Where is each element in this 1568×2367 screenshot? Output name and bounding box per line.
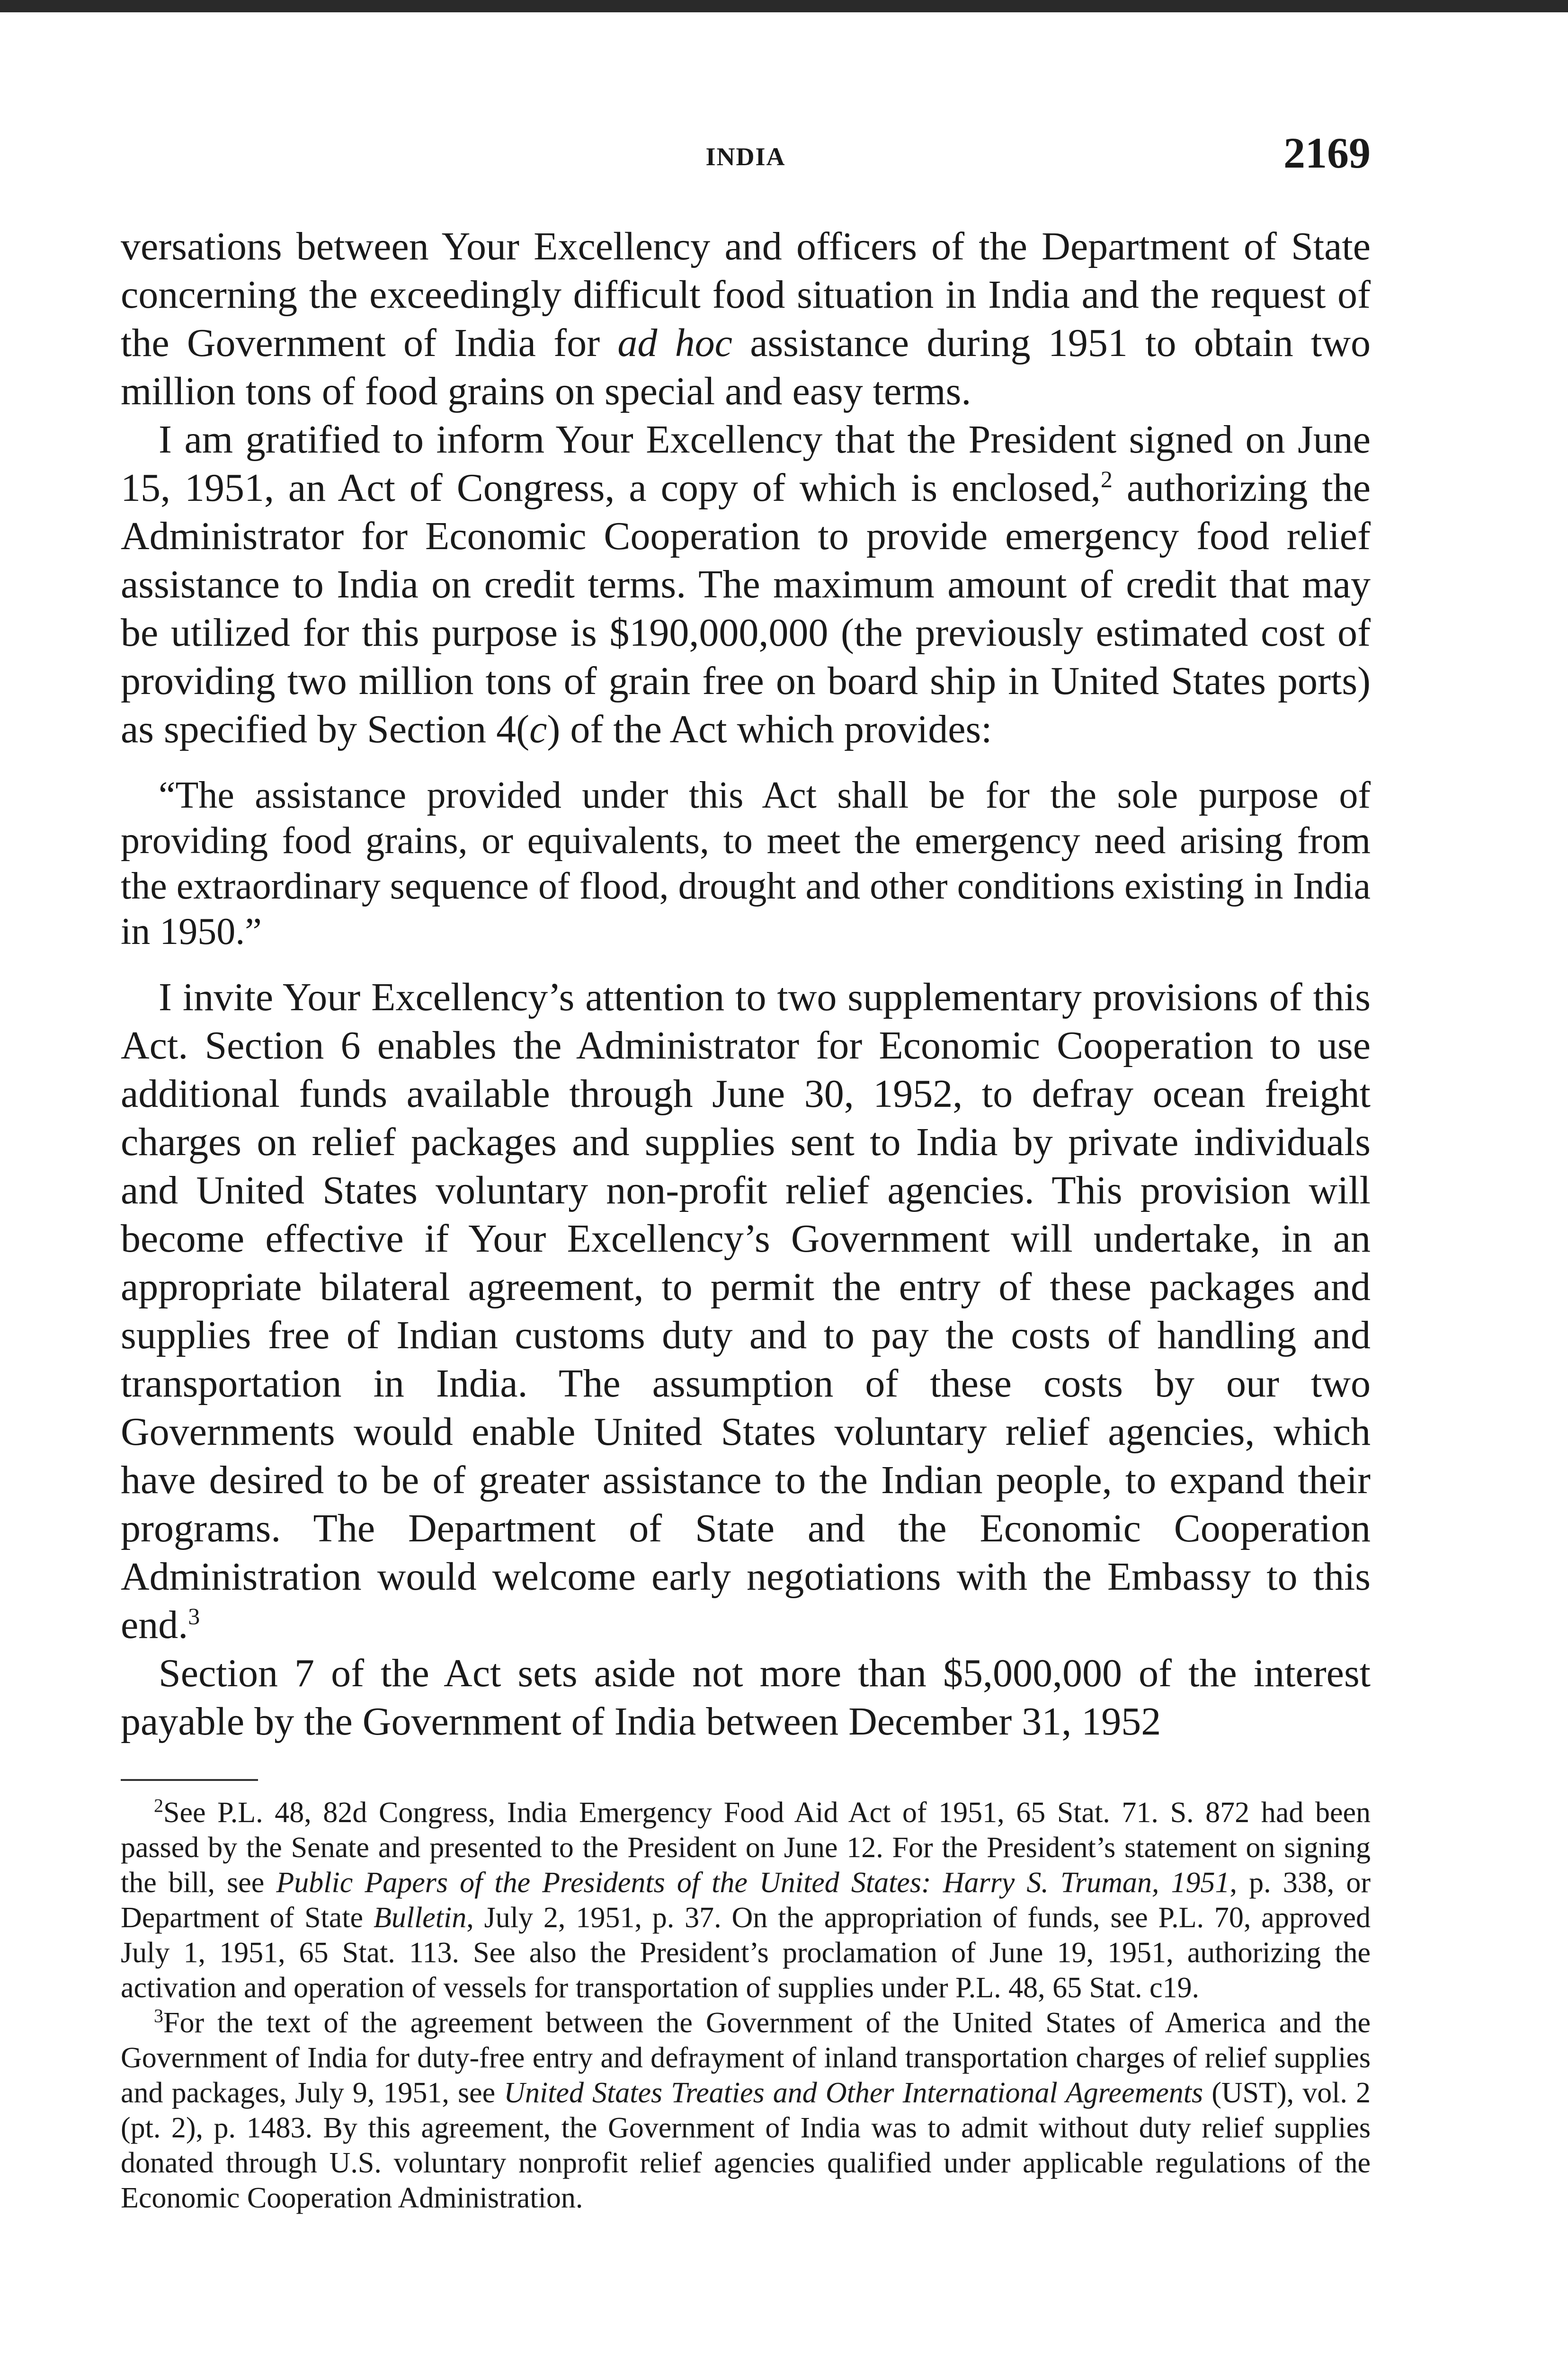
paragraph-2 [121, 416, 1371, 754]
paragraph-2-text: I am gratified to inform Your Excellency that the President signed on June 15, 1951, an Act of Congress, a copy of which is enclosed, [121, 418, 1371, 510]
paragraph-3-text: I invite Your Excellency’s attention to two supplementary provisions of this Act. Section 6 enables the Administrator for Economic Cooperation to use additional funds available through June 30, 1952, to defray ocean freight charges on relief packages and supplies sent to India by private individuals and United States voluntary non-profit relief agencies. This provision will become effective if Your Excellency’s Government will undertake, in an appropriate bilateral agreement, to permit the entry of these packages and supplies free of Indian customs duty and to pay the costs of handling and transportation in India. The assumption of these costs by our two Governments would enable United States voluntary relief agencies, which have desired to be of greater assistance to the Indian people, to expand their programs. The Department of State and the Economic Cooperation Administration would welcome early negotiations with the Embassy to this end. [121, 975, 1371, 1647]
footnote-2-text-c: , July 2, 1951, p. 37. On the appropriation of funds, see P.L. 70, approved July 1, 1951, 65 Stat. 113. See also the President’s proclamation of June 19, 1951, authorizing the activation and operation of vessels for transportation of supplies under P.L. 48, 65 Stat. c19. [121, 1902, 1371, 2004]
page-number: 2169 [1283, 129, 1371, 177]
footnote-2 [121, 1795, 1371, 2005]
paragraph-1-text: versations between Your Excellency and officers of the Department of State concerning the exceedingly difficult food situation in India and the request of the Government of India for [121, 224, 1371, 365]
footnote-2-italic-1: Public Papers of the Presidents of the United States: Harry S. Truman, 1951 [276, 1867, 1230, 1899]
footnote-divider [121, 1779, 258, 1781]
footnote-2-italic-2: Bulletin [373, 1902, 467, 1934]
footnote-3-text-b: (UST), vol. 2 (pt. 2), p. 1483. By this agreement, the Government of India was to admit without duty relief supplies donated through U.S. voluntary nonprofit relief agencies qualified under applicable regulations of the Economic Cooperation Administration. [121, 2077, 1371, 2214]
paragraph-1-italic: ad hoc [617, 321, 732, 365]
footnote-2-text: See P.L. 48, 82d Congress, India Emergency Food Aid Act of 1951, 65 Stat. 71. S. 872 had been passed by the Senate and presented to the President on June 12. For the President’s statement on signing the bill, see [121, 1797, 1371, 1899]
running-title: INDIA [705, 142, 786, 171]
footnote-ref-2: 2 [1100, 466, 1113, 492]
footnote-3 [121, 2005, 1371, 2216]
paragraph-1 [121, 222, 1371, 416]
document-page [121, 128, 1371, 2216]
footnote-3-marker: 3 [154, 2005, 163, 2027]
body-text [121, 222, 1371, 1746]
running-head [121, 128, 1371, 180]
footnote-ref-3: 3 [188, 1603, 200, 1629]
footnote-3-italic-1: United States Treaties and Other International Agreements [504, 2077, 1203, 2109]
paragraph-2-text-cont: authorizing the Administrator for Economic Cooperation to provide emergency food relief assistance to India on credit terms. The maximum amount of credit that may be utilized for this purpose is $190,000,000 (the previously estimated cost of providing two million tons of grain free on board ship in United States ports) as specified by Section 4( [121, 466, 1371, 751]
paragraph-1-end: assistance during 1951 to obtain two million tons of food grains on special and easy terms. [121, 321, 1371, 413]
footnotes [121, 1795, 1371, 2216]
paragraph-2-end: ) of the Act which provides: [547, 707, 992, 751]
top-border-rule [0, 0, 1568, 12]
paragraph-3 [121, 973, 1371, 1649]
section-letter: c [529, 707, 547, 751]
footnote-2-text-b: , p. 338, or Department of State [121, 1867, 1371, 1934]
footnote-3-text: For the text of the agreement between the Government of the United States of America and the Government of India for duty-free entry and defrayment of inland transportation charges of relief supplies and packages, July 9, 1951, see [121, 2007, 1371, 2109]
paragraph-4: Section 7 of the Act sets aside not more than $5,000,000 of the interest payable by the Government of India between December 31, 1952 [121, 1651, 1371, 1744]
block-quote: “The assistance provided under this Act shall be for the sole purpose of providing food grains, or equivalents, to meet the emergency need arising from the extraordinary sequence of flood, drought and other conditions existing in India in 1950.” [121, 774, 1371, 952]
footnote-2-marker: 2 [154, 1795, 163, 1816]
